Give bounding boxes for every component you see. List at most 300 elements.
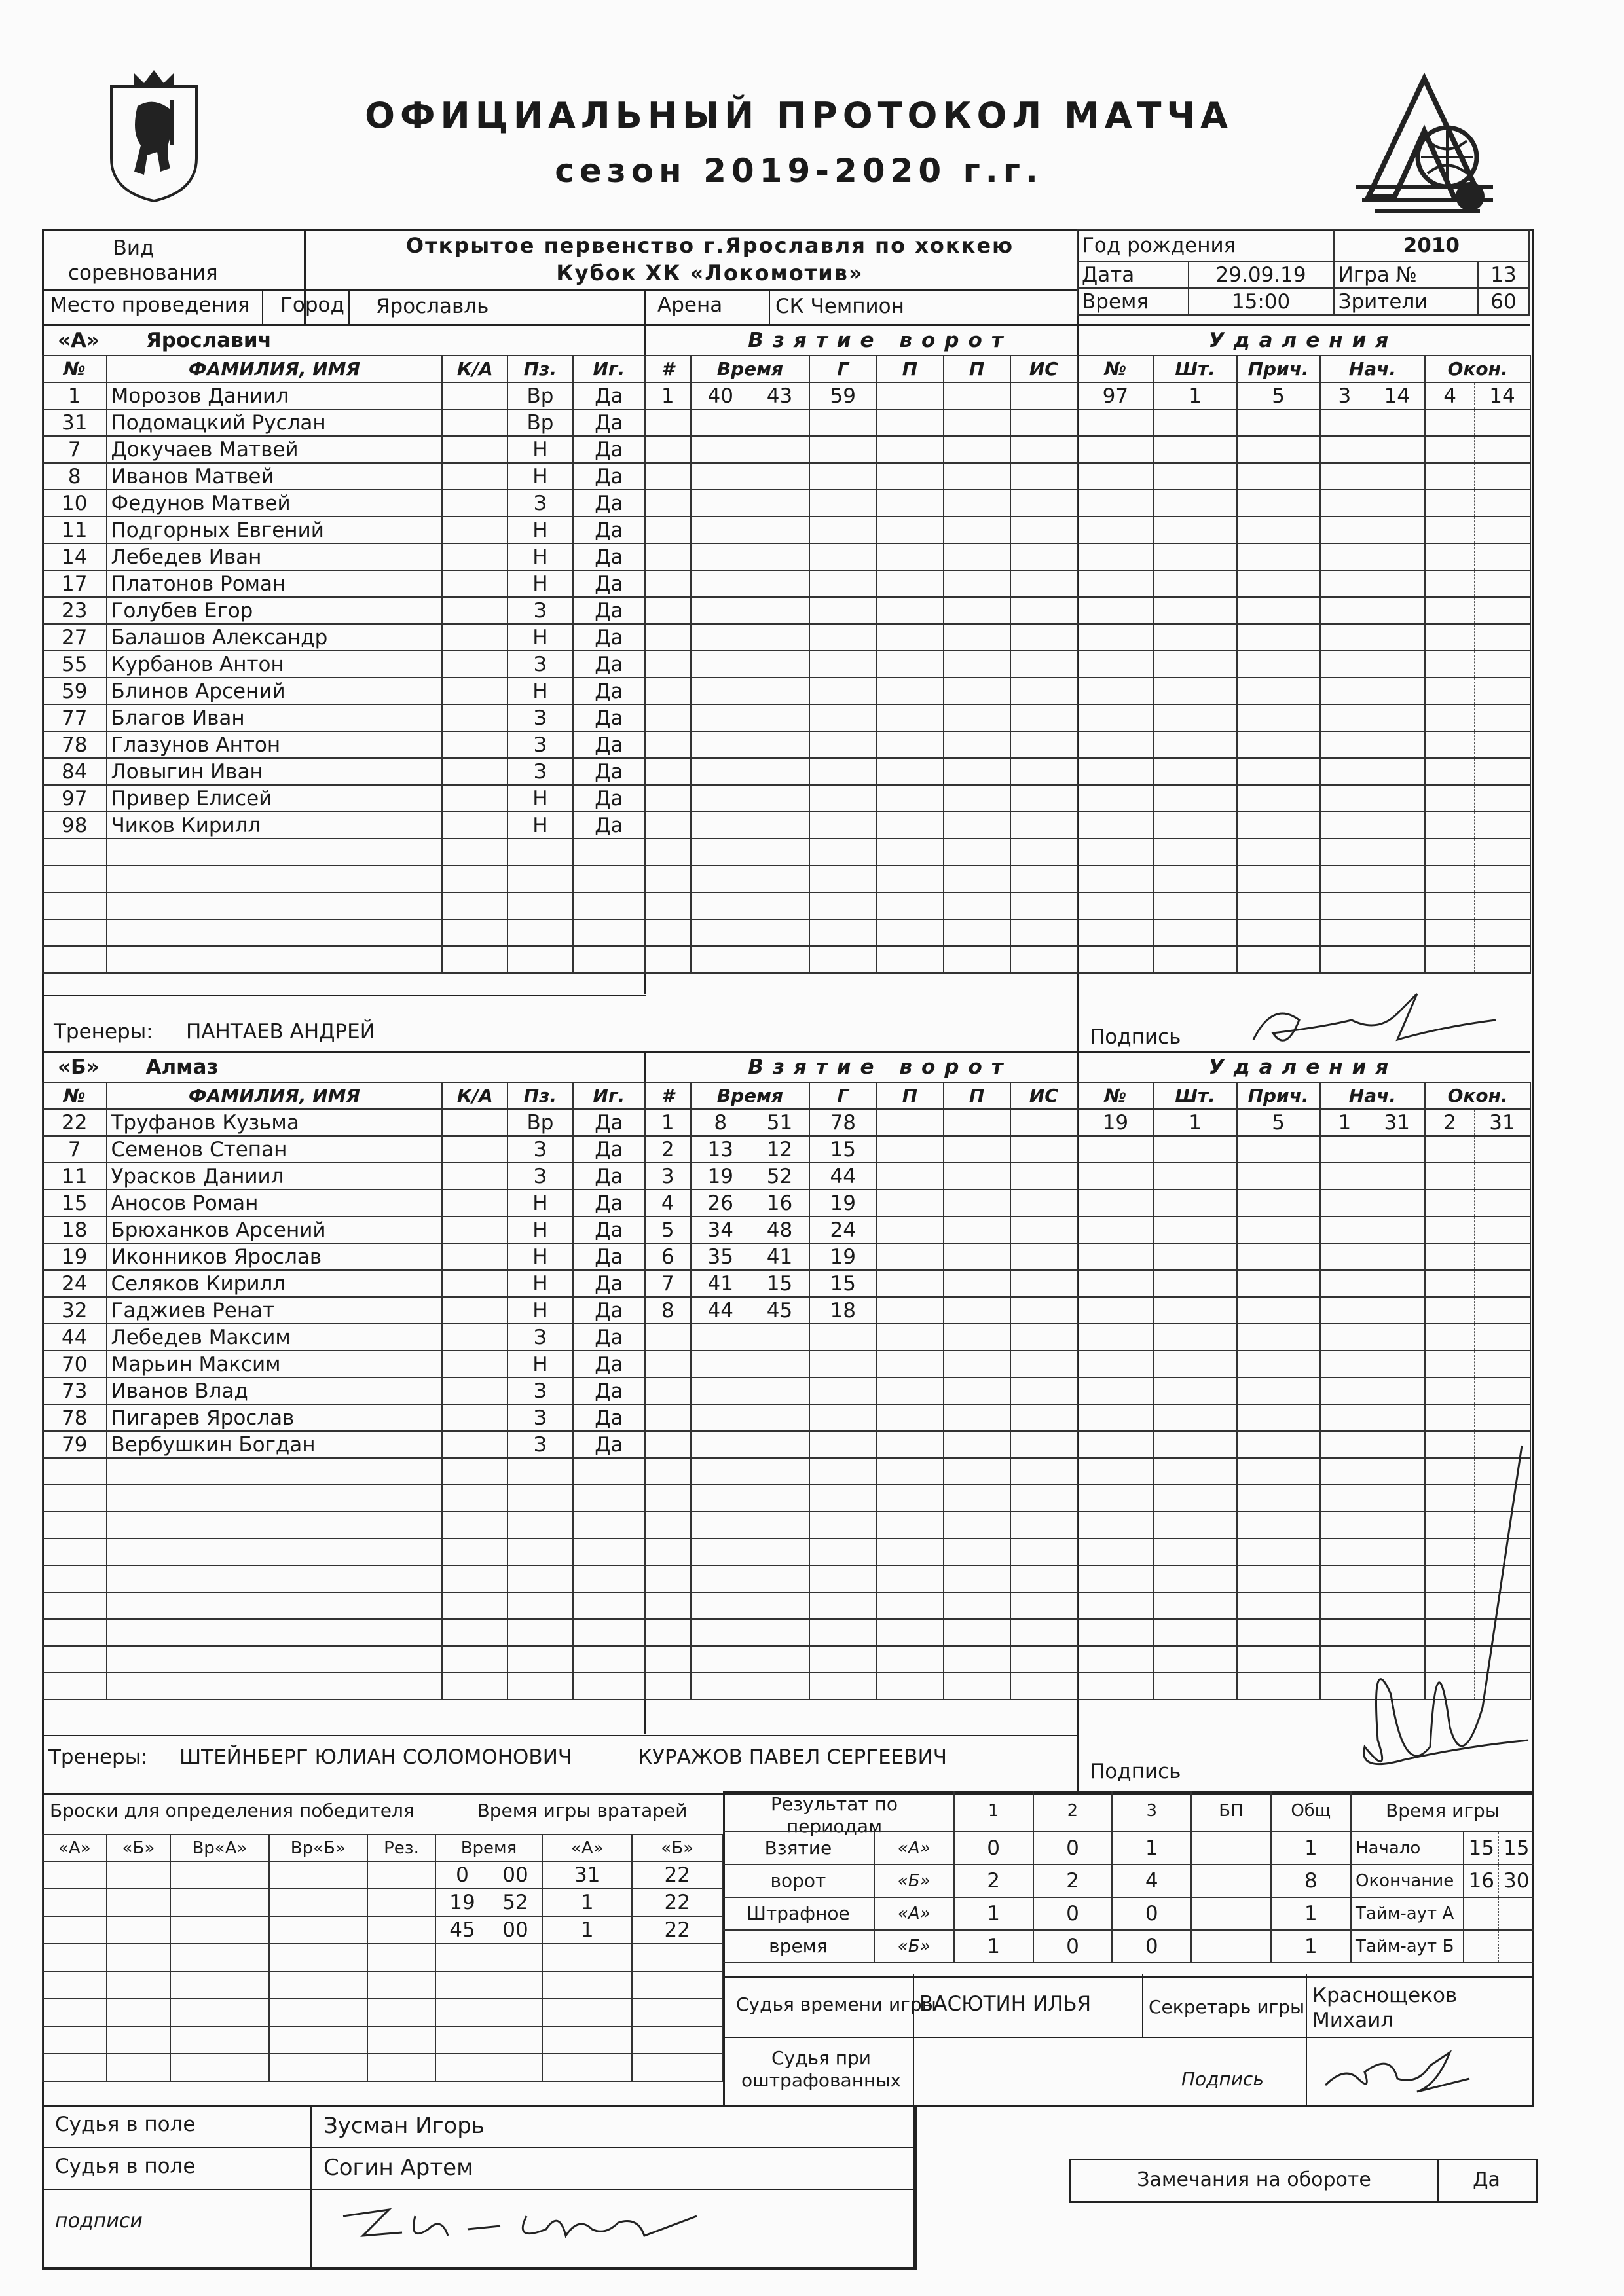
penalty-time-label: время	[723, 1930, 874, 1963]
penalty-start-min	[1320, 1270, 1369, 1297]
goal-scorer: 59	[809, 382, 876, 409]
goal-row	[645, 1297, 1077, 1324]
goal-assist-2	[944, 1565, 1010, 1592]
goalie-col-time: Время	[435, 1834, 542, 1861]
shootout-cell	[367, 1916, 435, 1944]
goal-row	[645, 758, 1077, 785]
penalty-player	[1077, 1216, 1154, 1243]
info-block	[42, 229, 1530, 324]
goal-number	[645, 463, 691, 490]
penalty-reason	[1237, 785, 1320, 812]
goal-minute: 34	[691, 1216, 750, 1243]
player-number: 97	[43, 785, 107, 812]
roster-row	[43, 490, 645, 517]
penalty-row	[1077, 704, 1530, 731]
player-number: 27	[43, 624, 107, 651]
goal-scorer	[809, 1431, 876, 1458]
player-name: Лебедев Иван	[107, 543, 443, 570]
goal-assist-1	[876, 839, 943, 866]
penalty-player	[1077, 517, 1154, 543]
penalty-row	[1077, 678, 1530, 704]
penalty-minutes	[1154, 812, 1237, 839]
penalty-player	[1077, 1324, 1154, 1351]
penalty-minutes	[1154, 1324, 1237, 1351]
player-position: Н	[507, 517, 573, 543]
penalty-player: 19	[1077, 1109, 1154, 1136]
goal-scorer	[809, 1512, 876, 1539]
shootout-cell	[367, 1889, 435, 1916]
goal-scorer	[809, 1377, 876, 1404]
penalty-minutes	[1154, 839, 1237, 866]
goal-scorer	[809, 543, 876, 570]
goal-situation	[1010, 1270, 1077, 1297]
penalty-reason	[1237, 1163, 1320, 1190]
goal-assist-2	[944, 785, 1010, 812]
penalty-end-min	[1425, 570, 1474, 597]
goal-number	[645, 919, 691, 946]
goal-assist-1	[876, 1163, 943, 1190]
roster-row	[43, 1190, 645, 1216]
period-value: 8	[1271, 1865, 1351, 1897]
player-ka	[442, 1243, 507, 1270]
player-ka	[442, 517, 507, 543]
goal-situation	[1010, 1485, 1077, 1512]
goal-assist-2	[944, 1136, 1010, 1163]
goalie-b: 22	[632, 1916, 722, 1944]
period-results-title: Результат по периодам	[770, 1793, 898, 1837]
goal-assist-2	[944, 919, 1010, 946]
referee-signatures	[330, 2190, 749, 2258]
team-a-penalties	[1077, 355, 1531, 974]
penalty-start-sec	[1369, 839, 1425, 866]
goal-situation	[1010, 1592, 1077, 1619]
goal-second: 52	[750, 1163, 809, 1190]
penalty-player	[1077, 651, 1154, 678]
penalty-player	[1077, 1673, 1154, 1700]
goal-second: 15	[750, 1270, 809, 1297]
penalty-end-min	[1425, 1136, 1474, 1163]
goal-minute	[691, 1404, 750, 1431]
player-ka	[442, 1431, 507, 1458]
penalty-start-min	[1320, 839, 1369, 866]
penalty-end-min	[1425, 463, 1474, 490]
player-played: Да	[573, 1163, 645, 1190]
penalty-end-sec	[1474, 463, 1530, 490]
period-value: 1	[1271, 1897, 1351, 1930]
penalty-end-sec	[1474, 517, 1530, 543]
player-position: З	[507, 1163, 573, 1190]
goal-minute	[691, 517, 750, 543]
goal-second	[750, 1539, 809, 1565]
goal-number	[645, 543, 691, 570]
goal-situation	[1010, 812, 1077, 839]
goal-number	[645, 436, 691, 463]
penalty-start-min: 1	[1320, 1109, 1369, 1136]
goal-row	[645, 731, 1077, 758]
goal-assist-2	[944, 490, 1010, 517]
goal-number	[645, 866, 691, 892]
goal-assist-2	[944, 517, 1010, 543]
player-ka	[442, 463, 507, 490]
player-name: Голубев Егор	[107, 597, 443, 624]
player-position: Н	[507, 1243, 573, 1270]
penalty-row	[1077, 570, 1530, 597]
penalty-col-number: №	[1077, 1082, 1154, 1109]
penalty-end-sec	[1474, 597, 1530, 624]
penalty-start-sec	[1369, 919, 1425, 946]
player-played: Да	[573, 517, 645, 543]
roster-row	[43, 678, 645, 704]
goal-number	[645, 678, 691, 704]
penalty-reason	[1237, 758, 1320, 785]
penalty-row	[1077, 1243, 1530, 1270]
goal-second	[750, 1592, 809, 1619]
player-ka	[442, 1592, 507, 1619]
goalie-a	[542, 2054, 632, 2081]
shootout-cell	[170, 1944, 268, 1971]
goal-assist-2	[944, 1673, 1010, 1700]
goal-scorer	[809, 1673, 876, 1700]
goal-minute: 8	[691, 1109, 750, 1136]
player-played: Да	[573, 1216, 645, 1243]
goal-assist-1	[876, 812, 943, 839]
shootout-cell	[367, 2054, 435, 2081]
penalty-player: 97	[1077, 382, 1154, 409]
goal-assist-1	[876, 1565, 943, 1592]
goal-situation	[1010, 1458, 1077, 1485]
goal-number	[645, 1646, 691, 1673]
period-value: 1	[954, 1930, 1033, 1963]
player-played: Да	[573, 1109, 645, 1136]
penalty-start-min	[1320, 517, 1369, 543]
penalty-player	[1077, 866, 1154, 892]
penalty-minutes	[1154, 731, 1237, 758]
player-played: Да	[573, 785, 645, 812]
player-name: Гаджиев Ренат	[107, 1297, 443, 1324]
time-value: 15:00	[1189, 288, 1334, 315]
goal-assist-1	[876, 1351, 943, 1377]
penalty-player	[1077, 570, 1154, 597]
player-position: Вр	[507, 409, 573, 436]
goal-assist-2	[944, 570, 1010, 597]
penalty-end-sec	[1474, 946, 1530, 973]
goal-situation	[1010, 1351, 1077, 1377]
penalty-end-min	[1425, 866, 1474, 892]
penalty-player	[1077, 490, 1154, 517]
goal-scorer	[809, 463, 876, 490]
player-played: Да	[573, 1351, 645, 1377]
shootout-cell	[269, 1861, 367, 1889]
goal-number: 1	[645, 382, 691, 409]
goal-situation	[1010, 758, 1077, 785]
penalty-start-min	[1320, 1377, 1369, 1404]
penalty-row	[1077, 946, 1530, 973]
player-number: 11	[43, 517, 107, 543]
goal-assist-1	[876, 517, 943, 543]
penalty-row	[1077, 1324, 1530, 1351]
penalty-player	[1077, 597, 1154, 624]
goal-number	[645, 1673, 691, 1700]
player-number	[43, 1673, 107, 1700]
player-position	[507, 1619, 573, 1646]
penalty-minutes	[1154, 1297, 1237, 1324]
player-name	[107, 839, 443, 866]
player-ka	[442, 1270, 507, 1297]
player-name: Брюханков Арсений	[107, 1216, 443, 1243]
goal-minute	[691, 839, 750, 866]
penalty-minutes	[1154, 1404, 1237, 1431]
player-number	[43, 1485, 107, 1512]
roster-row	[43, 758, 645, 785]
roster-col-number: №	[43, 355, 107, 382]
date-label: Дата	[1077, 261, 1189, 288]
roster-row	[43, 463, 645, 490]
player-position: З	[507, 1136, 573, 1163]
goal-row	[645, 597, 1077, 624]
goal-second	[750, 1619, 809, 1646]
page-title: ОФИЦИАЛЬНЫЙ ПРОТОКОЛ МАТЧА	[365, 95, 1233, 136]
roster-row	[43, 651, 645, 678]
penalty-judge-label: Судья при оштрафованных	[741, 2047, 901, 2091]
shootout-cell	[107, 2026, 171, 2054]
game-start-label: Начало	[1351, 1832, 1464, 1865]
penalty-start-min	[1320, 892, 1369, 919]
shootout-cell	[107, 1889, 171, 1916]
roster-col-position: Пз.	[507, 1082, 573, 1109]
goal-assist-1	[876, 758, 943, 785]
penalty-row	[1077, 1136, 1530, 1163]
period-value: 0	[1112, 1930, 1191, 1963]
goalie-second	[489, 2054, 543, 2081]
goal-minute	[691, 570, 750, 597]
roster-row	[43, 1458, 645, 1485]
player-ka	[442, 785, 507, 812]
referee-1-label: Судья в поле	[55, 2113, 196, 2136]
shootout-cell	[269, 2026, 367, 2054]
penalty-minutes	[1154, 1243, 1237, 1270]
player-position: З	[507, 758, 573, 785]
goal-situation	[1010, 731, 1077, 758]
goal-situation	[1010, 1216, 1077, 1243]
goal-number: 8	[645, 1297, 691, 1324]
period-value: 2	[954, 1865, 1033, 1897]
player-position	[507, 866, 573, 892]
shootout-cell	[43, 1944, 107, 1971]
goal-scorer	[809, 812, 876, 839]
player-position	[507, 1592, 573, 1619]
player-played: Да	[573, 597, 645, 624]
player-number: 73	[43, 1377, 107, 1404]
goal-row	[645, 919, 1077, 946]
player-name: Балашов Александр	[107, 624, 443, 651]
goal-situation	[1010, 517, 1077, 543]
secretary-signature	[1319, 2039, 1476, 2107]
penalty-minutes	[1154, 463, 1237, 490]
goal-scorer: 18	[809, 1297, 876, 1324]
penalty-start-min	[1320, 866, 1369, 892]
goal-second	[750, 678, 809, 704]
penalty-start-min	[1320, 812, 1369, 839]
penalty-end-min	[1425, 1324, 1474, 1351]
penalty-end-min	[1425, 946, 1474, 973]
penalty-end-sec	[1474, 812, 1530, 839]
penalty-start-sec	[1369, 597, 1425, 624]
player-position: Н	[507, 1190, 573, 1216]
spectators-label: Зрители	[1334, 288, 1478, 315]
penalty-reason	[1237, 490, 1320, 517]
team-a-section	[42, 324, 1530, 1053]
goal-minute	[691, 731, 750, 758]
penalty-reason	[1237, 517, 1320, 543]
shootout-cell	[170, 1971, 268, 1999]
penalty-end-sec	[1474, 436, 1530, 463]
penalty-player	[1077, 678, 1154, 704]
penalty-reason	[1237, 409, 1320, 436]
goal-assist-2	[944, 1324, 1010, 1351]
penalty-end-sec	[1474, 490, 1530, 517]
goal-minute	[691, 866, 750, 892]
period-value	[1191, 1897, 1270, 1930]
period-value: 1	[954, 1897, 1033, 1930]
goal-assist-2	[944, 1404, 1010, 1431]
goalie-second	[489, 2026, 543, 2054]
penalty-minutes	[1154, 1619, 1237, 1646]
goal-situation	[1010, 1324, 1077, 1351]
goal-second	[750, 1565, 809, 1592]
goal-assist-1	[876, 543, 943, 570]
goal-second	[750, 866, 809, 892]
penalty-end-sec	[1474, 1190, 1530, 1216]
penalty-minutes	[1154, 597, 1237, 624]
player-number: 70	[43, 1351, 107, 1377]
player-position: Н	[507, 812, 573, 839]
goal-assist-2	[944, 1297, 1010, 1324]
roster-row	[43, 597, 645, 624]
goal-row	[645, 1512, 1077, 1539]
goal-row	[645, 409, 1077, 436]
penalty-end-min	[1425, 597, 1474, 624]
penalty-end-min	[1425, 1404, 1474, 1431]
penalty-row	[1077, 1190, 1530, 1216]
goalie-time-row	[435, 2054, 722, 2081]
team-b-sign-label: Подпись	[1090, 1760, 1181, 1783]
player-ka	[442, 731, 507, 758]
goal-situation	[1010, 436, 1077, 463]
penalty-start-sec	[1369, 436, 1425, 463]
shootout-cell	[170, 1999, 268, 2026]
goal-scorer: 19	[809, 1243, 876, 1270]
shootout-cell	[367, 1944, 435, 1971]
penalty-start-min	[1320, 570, 1369, 597]
penalty-row	[1077, 624, 1530, 651]
penalty-row	[1077, 892, 1530, 919]
player-played: Да	[573, 1190, 645, 1216]
goal-scorer	[809, 892, 876, 919]
penalty-end-sec	[1474, 892, 1530, 919]
goal-row	[645, 651, 1077, 678]
penalty-minutes	[1154, 1270, 1237, 1297]
player-position: З	[507, 490, 573, 517]
goal-assist-1	[876, 866, 943, 892]
game-info-table	[1077, 229, 1530, 316]
goal-number: 7	[645, 1270, 691, 1297]
goal-assist-2	[944, 436, 1010, 463]
referee-1-value: Зусман Игорь	[323, 2113, 485, 2139]
roster-row	[43, 866, 645, 892]
shootout-cell	[107, 2054, 171, 2081]
penalty-minutes	[1154, 758, 1237, 785]
goalie-minute	[435, 2026, 489, 2054]
remarks-value: Да	[1473, 2168, 1500, 2191]
shootout-cell	[43, 1916, 107, 1944]
penalty-start-min	[1320, 1243, 1369, 1270]
shootout-cell	[43, 1971, 107, 1999]
goal-assist-1	[876, 651, 943, 678]
player-name: Подгорных Евгений	[107, 517, 443, 543]
goal-second: 51	[750, 1109, 809, 1136]
goal-row	[645, 946, 1077, 973]
player-number: 98	[43, 812, 107, 839]
goal-situation	[1010, 1243, 1077, 1270]
city-coat-of-arms	[98, 60, 210, 204]
penalty-end-min	[1425, 758, 1474, 785]
team-b-goals-title: Взятие ворот	[748, 1055, 1012, 1079]
goal-assist-1	[876, 678, 943, 704]
penalty-start-sec	[1369, 1216, 1425, 1243]
goal-row	[645, 436, 1077, 463]
shootout-cell	[107, 1944, 171, 1971]
penalty-start-sec	[1369, 758, 1425, 785]
player-ka	[442, 919, 507, 946]
period-value	[1191, 1865, 1270, 1897]
goal-situation	[1010, 1297, 1077, 1324]
player-played: Да	[573, 1324, 645, 1351]
goal-second	[750, 919, 809, 946]
player-number	[43, 839, 107, 866]
goal-row	[645, 1190, 1077, 1216]
penalty-start-min	[1320, 1216, 1369, 1243]
penalty-row	[1077, 436, 1530, 463]
goalie-a	[542, 1999, 632, 2026]
player-played	[573, 1619, 645, 1646]
shootout-cell	[43, 1999, 107, 2026]
penalty-reason	[1237, 946, 1320, 973]
signatures-label: подписи	[55, 2210, 143, 2232]
period-value: 0	[1033, 1930, 1113, 1963]
goal-assist-2	[944, 678, 1010, 704]
goal-row	[645, 866, 1077, 892]
player-number: 77	[43, 704, 107, 731]
player-ka	[442, 1565, 507, 1592]
goal-minute	[691, 543, 750, 570]
goal-second	[750, 758, 809, 785]
penalty-player	[1077, 892, 1154, 919]
goal-col-number: #	[645, 1082, 691, 1109]
goal-number	[645, 651, 691, 678]
goal-col-assist1: П	[876, 355, 943, 382]
goal-scorer: 15	[809, 1136, 876, 1163]
goal-row	[645, 570, 1077, 597]
penalty-start-sec	[1369, 892, 1425, 919]
penalty-end-min	[1425, 919, 1474, 946]
goal-assist-1	[876, 597, 943, 624]
penalty-player	[1077, 1592, 1154, 1619]
player-ka	[442, 1351, 507, 1377]
goal-second: 41	[750, 1243, 809, 1270]
player-played: Да	[573, 570, 645, 597]
game-time-hour	[1464, 1897, 1499, 1930]
player-ka	[442, 624, 507, 651]
